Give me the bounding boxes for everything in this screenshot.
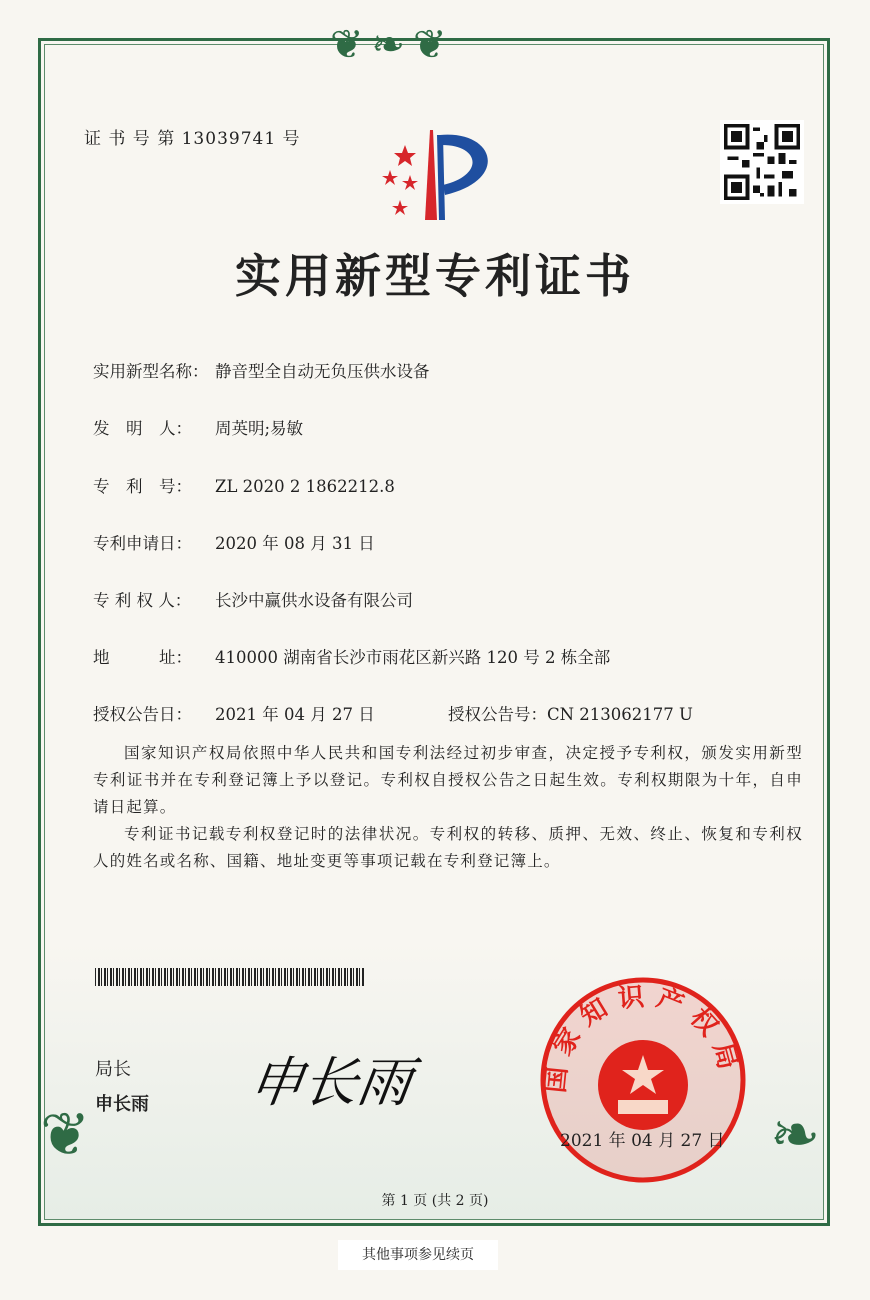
top-ornament-icon: ❦❧❦ [330,22,455,68]
corner-ornament-right-icon: ❧ [770,1100,821,1170]
continuation-note: 其他事项参见续页 [338,1240,498,1270]
certificate-title: 实用新型专利证书 [235,249,635,303]
field-announcement-number: 授权公告号：CN 213062177 U [448,705,693,724]
field-address: 地 址： 410000 湖南省长沙市雨花区新兴路 120 号 2 栋全部 [93,648,611,667]
barcode [95,968,365,986]
signatory-role: 局长 [95,1059,131,1080]
qr-code [720,120,804,204]
seal-date: 2021 年 04 月 27 日 [560,1131,725,1151]
field-patent-number: 专 利 号： ZL 2020 2 1862212.8 [93,477,395,496]
field-grant-date: 授权公告日： 2021 年 04 月 27 日 [93,705,375,724]
signatory-name: 申长雨 [95,1094,149,1115]
paragraph-legal-status: 专利证书记载专利权登记时的法律状况。专利权的转移、质押、无效、终止、恢复和专利权人的姓名或名称、国籍、地址变更等事项记载在专利登记簿上。 [93,825,803,870]
field-inventors: 发 明 人： 周英明;易敏 [93,419,304,438]
field-utility-model-name: 实用新型名称： 静音型全自动无负压供水设备 [93,362,430,381]
cnipa-logo-icon [365,125,515,225]
handwritten-signature: 申长雨 [245,1051,416,1114]
certificate-number: 证 书 号 第 13039741 号 [84,129,301,149]
page-number: 第 1 页 (共 2 页) [381,1193,489,1209]
corner-ornament-left-icon: ❦ [40,1100,91,1170]
paragraph-grant-statement: 国家知识产权局依照中华人民共和国专利法经过初步审查，决定授予专利权，颁发实用新型专利证书并在专利登记簿上予以登记。专利权自授权公告之日起生效。专利权期限为十年，自申请日起算。 [93,744,803,816]
field-patentee: 专 利 权 人： 长沙中赢供水设备有限公司 [93,591,413,610]
official-seal-icon [538,975,748,1185]
field-application-date: 专利申请日： 2020 年 08 月 31 日 [93,534,375,553]
svg-text:国家知识产权局: 国家知识产权局 [540,981,746,1095]
